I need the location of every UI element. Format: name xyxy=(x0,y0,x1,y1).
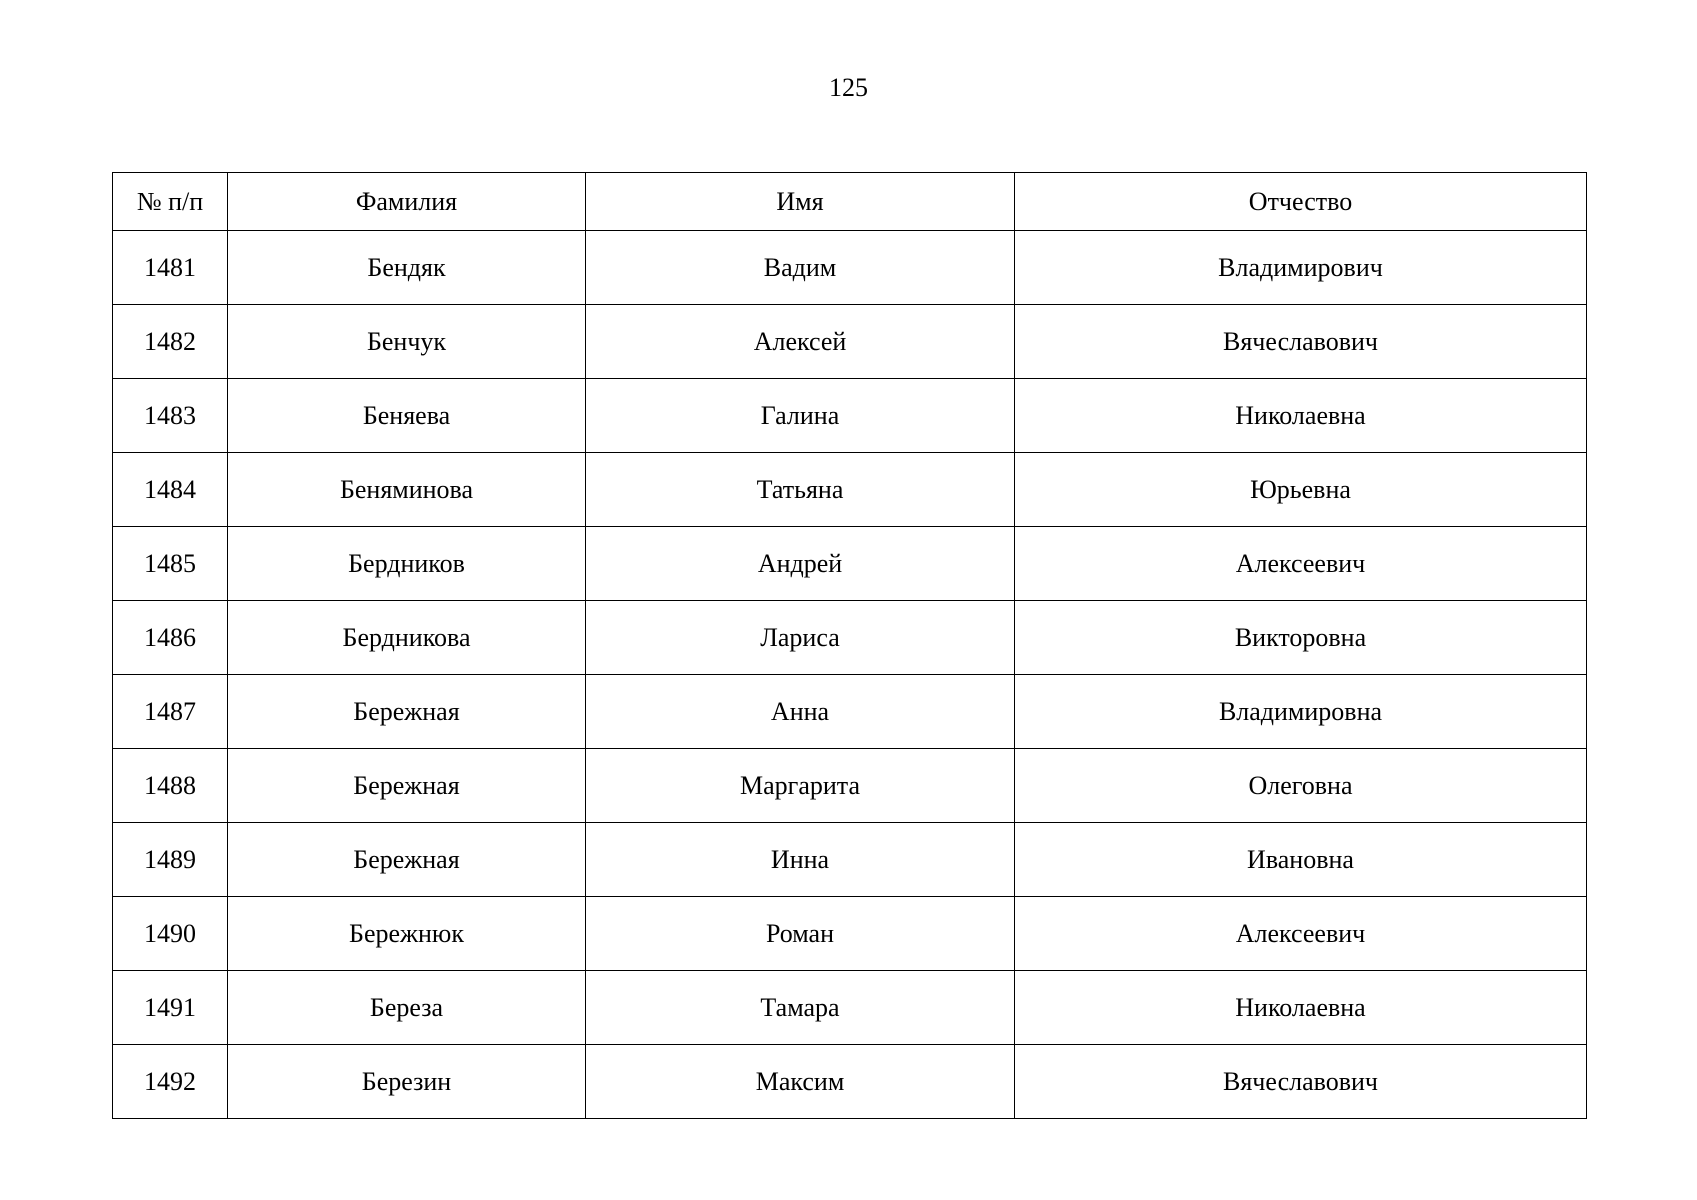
cell-number: 1492 xyxy=(113,1045,228,1119)
cell-number: 1486 xyxy=(113,601,228,675)
cell-patronymic: Юрьевна xyxy=(1015,453,1587,527)
table-row xyxy=(113,897,1587,971)
cell-number: 1484 xyxy=(113,453,228,527)
cell-number: 1481 xyxy=(113,231,228,305)
cell-number: 1482 xyxy=(113,305,228,379)
cell-first-name: Тамара xyxy=(586,971,1015,1045)
cell-last-name: Бережнюк xyxy=(228,897,586,971)
cell-first-name: Маргарита xyxy=(586,749,1015,823)
cell-last-name: Бердникова xyxy=(228,601,586,675)
cell-number: 1491 xyxy=(113,971,228,1045)
cell-last-name: Бережная xyxy=(228,749,586,823)
cell-last-name: Беняева xyxy=(228,379,586,453)
header-patronymic: Отчество xyxy=(1015,173,1587,231)
cell-first-name: Татьяна xyxy=(586,453,1015,527)
cell-first-name: Анна xyxy=(586,675,1015,749)
cell-number: 1488 xyxy=(113,749,228,823)
cell-first-name: Максим xyxy=(586,1045,1015,1119)
header-number: № п/п xyxy=(113,173,228,231)
table-row xyxy=(113,971,1587,1045)
cell-last-name: Береза xyxy=(228,971,586,1045)
table-header-row xyxy=(113,173,1587,231)
table-row xyxy=(113,601,1587,675)
cell-number: 1483 xyxy=(113,379,228,453)
cell-patronymic: Викторовна xyxy=(1015,601,1587,675)
table-row xyxy=(113,823,1587,897)
cell-number: 1485 xyxy=(113,527,228,601)
cell-last-name: Бердников xyxy=(228,527,586,601)
header-first-name: Имя xyxy=(586,173,1015,231)
table-row xyxy=(113,231,1587,305)
cell-patronymic: Алексеевич xyxy=(1015,897,1587,971)
cell-patronymic: Николаевна xyxy=(1015,971,1587,1045)
cell-first-name: Галина xyxy=(586,379,1015,453)
cell-number: 1487 xyxy=(113,675,228,749)
table-row xyxy=(113,1045,1587,1119)
cell-last-name: Бендяк xyxy=(228,231,586,305)
cell-first-name: Роман xyxy=(586,897,1015,971)
cell-number: 1490 xyxy=(113,897,228,971)
cell-patronymic: Николаевна xyxy=(1015,379,1587,453)
cell-number: 1489 xyxy=(113,823,228,897)
cell-patronymic: Алексеевич xyxy=(1015,527,1587,601)
cell-last-name: Беняминова xyxy=(228,453,586,527)
cell-last-name: Бенчук xyxy=(228,305,586,379)
cell-first-name: Андрей xyxy=(586,527,1015,601)
cell-last-name: Березин xyxy=(228,1045,586,1119)
register-table xyxy=(112,172,1587,1119)
table-row xyxy=(113,749,1587,823)
table-row xyxy=(113,305,1587,379)
table-row xyxy=(113,675,1587,749)
cell-first-name: Вадим xyxy=(586,231,1015,305)
cell-last-name: Бережная xyxy=(228,675,586,749)
cell-patronymic: Ивановна xyxy=(1015,823,1587,897)
cell-first-name: Инна xyxy=(586,823,1015,897)
page-number: 125 xyxy=(829,73,868,102)
cell-first-name: Лариса xyxy=(586,601,1015,675)
table-row xyxy=(113,379,1587,453)
cell-patronymic: Олеговна xyxy=(1015,749,1587,823)
table-row xyxy=(113,453,1587,527)
cell-patronymic: Владимировна xyxy=(1015,675,1587,749)
cell-first-name: Алексей xyxy=(586,305,1015,379)
table-row xyxy=(113,527,1587,601)
cell-last-name: Бережная xyxy=(228,823,586,897)
cell-patronymic: Владимирович xyxy=(1015,231,1587,305)
cell-patronymic: Вячеславович xyxy=(1015,1045,1587,1119)
cell-patronymic: Вячеславович xyxy=(1015,305,1587,379)
header-last-name: Фамилия xyxy=(228,173,586,231)
